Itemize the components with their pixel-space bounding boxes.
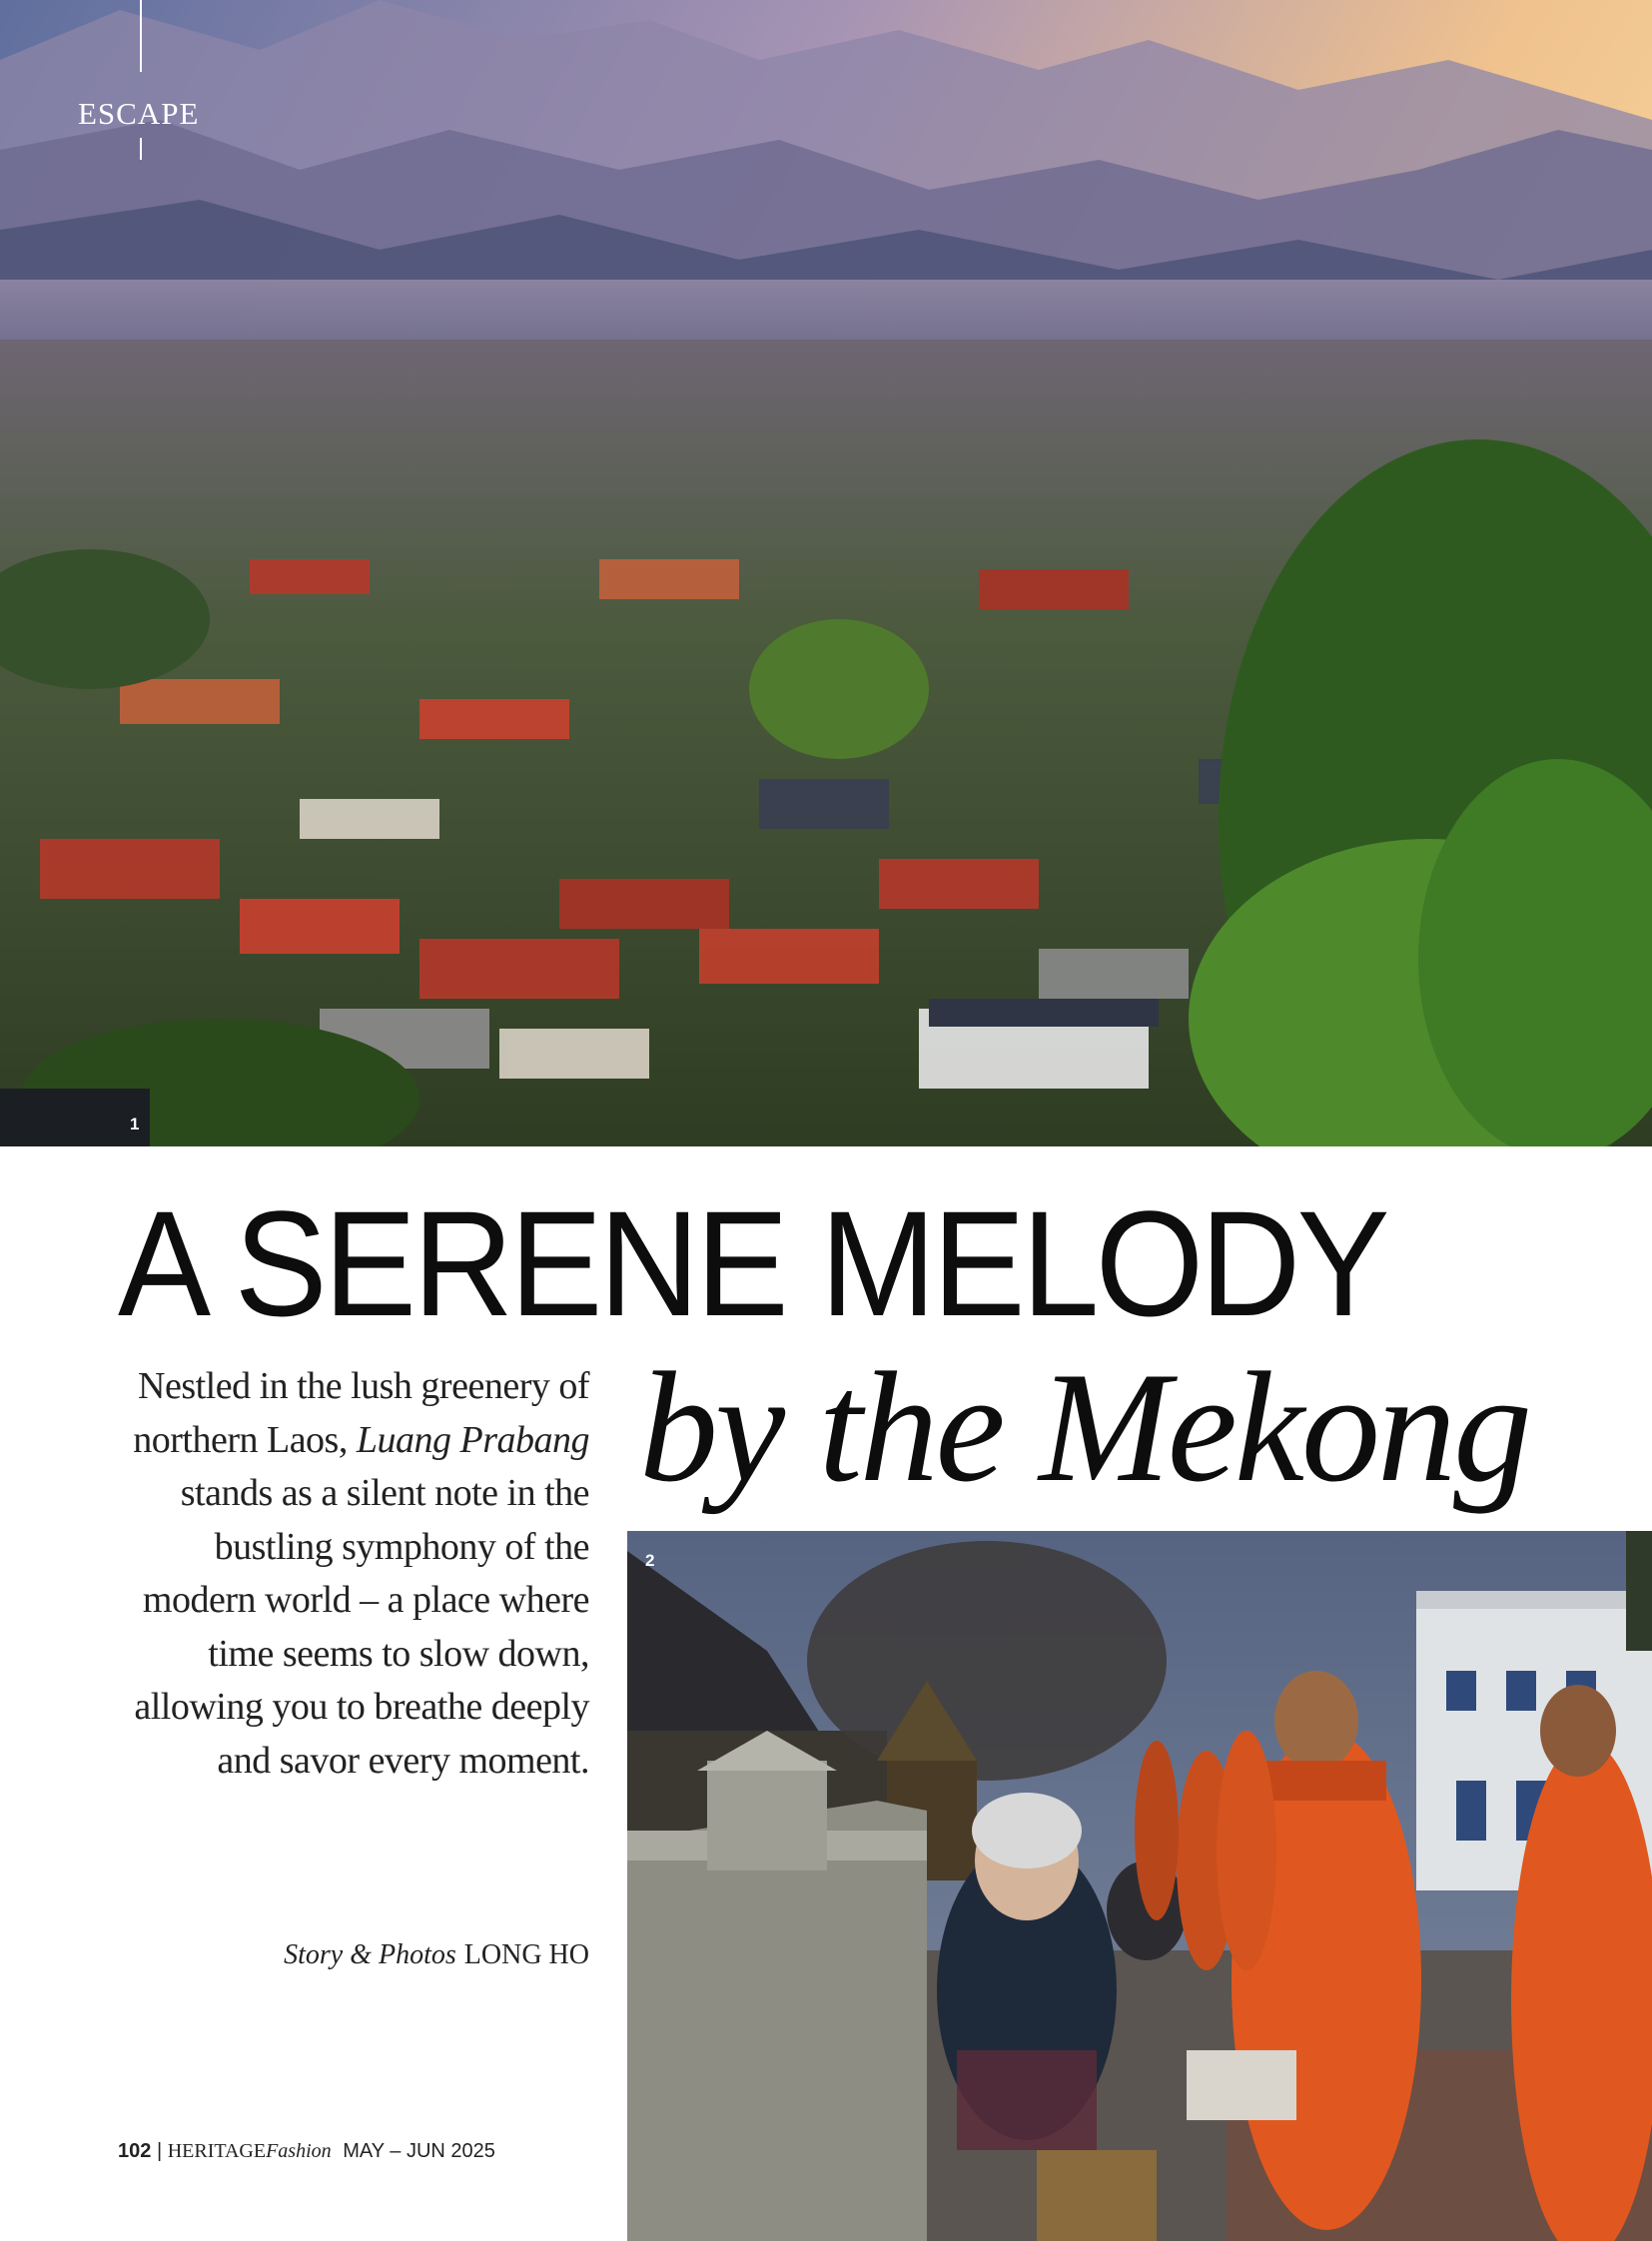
magazine-brand: HERITAGE: [167, 2140, 267, 2162]
section-label: ESCAPE: [78, 96, 200, 131]
dek-place-name: Luang Prabang: [356, 1418, 589, 1461]
footer-separator: |: [156, 2140, 163, 2162]
magazine-brand-italic: Fashion: [266, 2140, 332, 2162]
intro-dek: [100, 1360, 589, 1788]
byline-author: LONG HO: [463, 1939, 589, 1970]
page-footer: [118, 2140, 495, 2163]
byline-label: Story & Photos: [284, 1939, 456, 1970]
monks-photo: [627, 1531, 1652, 2241]
issue-date: MAY – JUN 2025: [343, 2140, 495, 2162]
dek-text-1: Nestled in the lush greenery of northern Laos,: [133, 1365, 589, 1461]
section-rule-top: [140, 0, 142, 72]
headline-title: A SERENE MELODY: [118, 1179, 1386, 1347]
photo-number-2: 2: [645, 1551, 655, 1570]
dek-text-2: stands as a silent note in the bustling symphony of the modern world – a place where time seems to slow down, allowing you to breathe deeply and savor every moment.: [134, 1472, 589, 1782]
monks-photo-illustration: [627, 1531, 1652, 2241]
byline: [150, 1939, 589, 1971]
page-number: 102: [118, 2140, 152, 2162]
headline-subtitle: by the Mekong: [639, 1340, 1530, 1515]
section-rule-bottom: [140, 138, 142, 160]
photo-number-1: 1: [130, 1115, 140, 1133]
